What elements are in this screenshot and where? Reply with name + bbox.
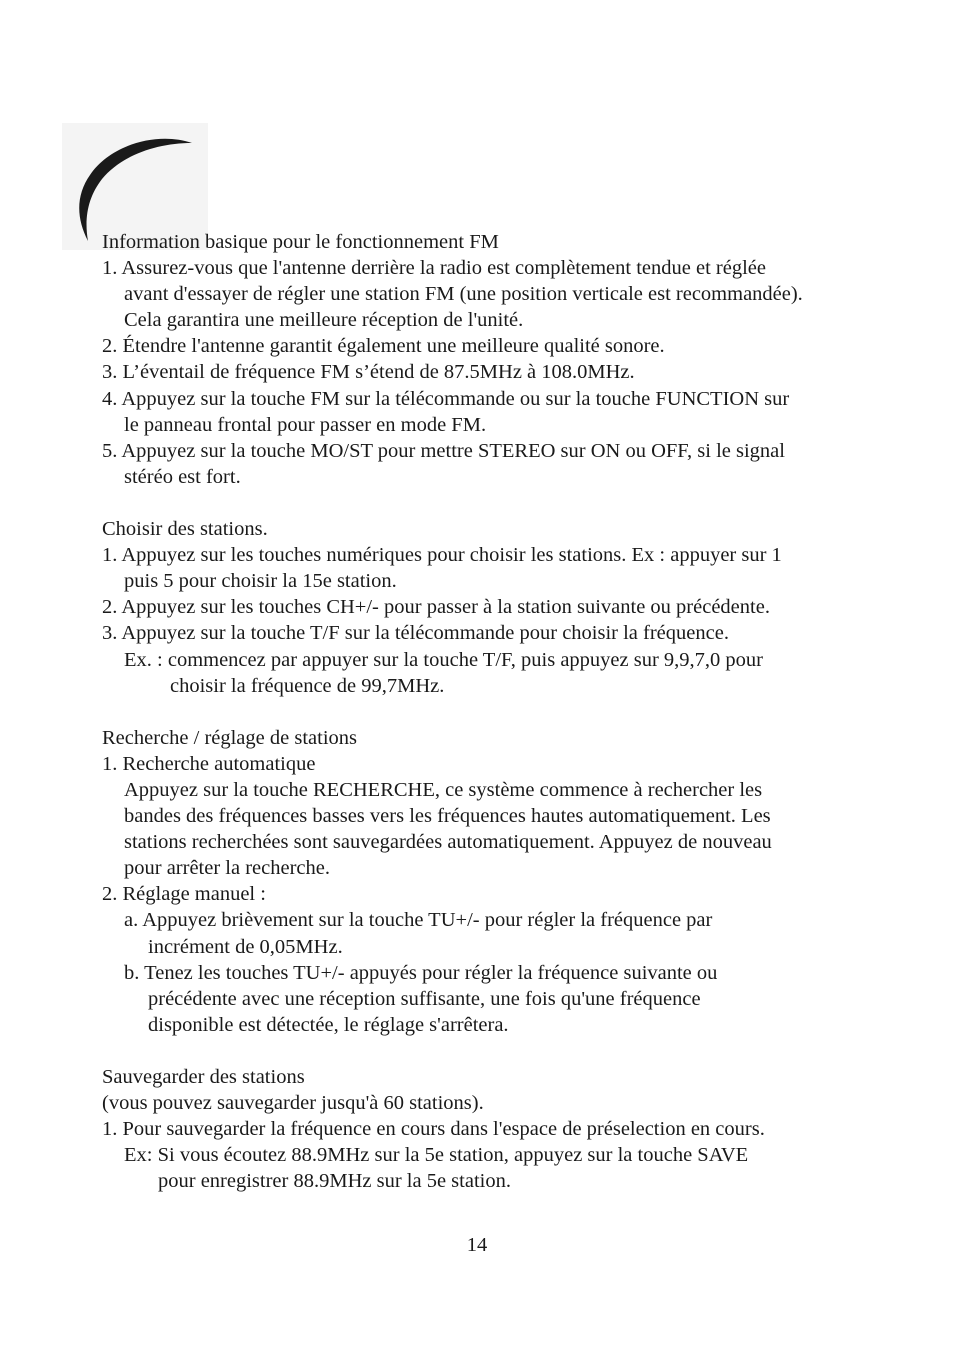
save-item-1: 1. Pour sauvegarder la fréquence en cours dans l'espace de préselection en cours. (102, 1118, 765, 1141)
search-item-1: 1. Recherche automatique (102, 752, 316, 775)
fm-item-1-cont: Cela garantira une meilleure réception de l'unité. (124, 309, 524, 332)
fm-item-4: 4. Appuyez sur la touche FM sur la télécommande ou sur la touche FUNCTION sur (102, 387, 790, 410)
page-number: 14 (466, 1234, 488, 1256)
choose-example: Ex. : commencez par appuyer sur la touche T/F, puis appuyez sur 9,9,7,0 pour (124, 648, 764, 671)
search-sub-b-cont: disponible est détectée, le réglage s'arrêtera. (148, 1013, 509, 1036)
fm-item-1: 1. Assurez-vous que l'antenne derrière la radio est complètement tendue et réglée (102, 257, 766, 280)
section-title-fm: Information basique pour le fonctionnement FM (102, 231, 499, 253)
choose-item-1: 1. Appuyez sur les touches numériques pour choisir les stations. Ex : appuyer sur 1 (102, 544, 782, 567)
search-sub-a-cont: incrément de 0,05MHz. (148, 935, 343, 958)
search-item-1-text: Appuyez sur la touche RECHERCHE, ce système commence à rechercher les (124, 778, 763, 801)
fm-item-5: 5. Appuyez sur la touche MO/ST pour mettre STEREO sur ON ou OFF, si le signal (102, 439, 785, 462)
save-example: Ex: Si vous écoutez 88.9MHz sur la 5e station, appuyez sur la touche SAVE (124, 1144, 749, 1167)
search-item-1-text: bandes des fréquences basses vers les fréquences hautes automatiquement. Les (124, 805, 771, 828)
fm-item-5-cont: stéréo est fort. (124, 465, 241, 488)
fm-item-3: 3. L’éventail de fréquence FM s’étend de 87.5MHz à 108.0MHz. (102, 361, 635, 384)
section-title-search: Recherche / réglage de stations (102, 726, 357, 749)
document-body (102, 229, 902, 1194)
save-note: (vous pouvez sauvegarder jusqu'à 60 stations). (102, 1092, 484, 1115)
section-title-save: Sauvegarder des stations (102, 1066, 305, 1088)
fm-item-4-cont: le panneau frontal pour passer en mode FM. (124, 413, 487, 436)
choose-item-3: 3. Appuyez sur la touche T/F sur la télécommande pour choisir la fréquence. (102, 622, 729, 645)
search-sub-b-cont: précédente avec une réception suffisante, une fois qu'une fréquence (148, 987, 701, 1010)
search-sub-a: a. Appuyez brièvement sur la touche TU+/- pour régler la fréquence par (124, 909, 713, 932)
search-item-1-text: stations recherchées sont sauvegardées automatiquement. Appuyez de nouveau (124, 831, 772, 854)
section-title-choose: Choisir des stations. (102, 518, 268, 541)
fm-item-2: 2. Étendre l'antenne garantit également une meilleure qualité sonore. (102, 335, 665, 358)
fm-item-1-cont: avant d'essayer de régler une station FM (une position verticale est recommandée). (124, 283, 803, 306)
search-item-1-text: pour arrêter la recherche. (124, 857, 330, 880)
search-sub-b: b. Tenez les touches TU+/- appuyés pour régler la fréquence suivante ou (124, 961, 718, 984)
choose-example-cont: choisir la fréquence de 99,7MHz. (170, 674, 445, 697)
save-example-cont: pour enregistrer 88.9MHz sur la 5e station. (158, 1170, 511, 1193)
search-item-2: 2. Réglage manuel : (102, 883, 266, 906)
choose-item-2: 2. Appuyez sur les touches CH+/- pour passer à la station suivante ou précédente. (102, 596, 770, 619)
choose-item-1-cont: puis 5 pour choisir la 15e station. (124, 570, 397, 593)
